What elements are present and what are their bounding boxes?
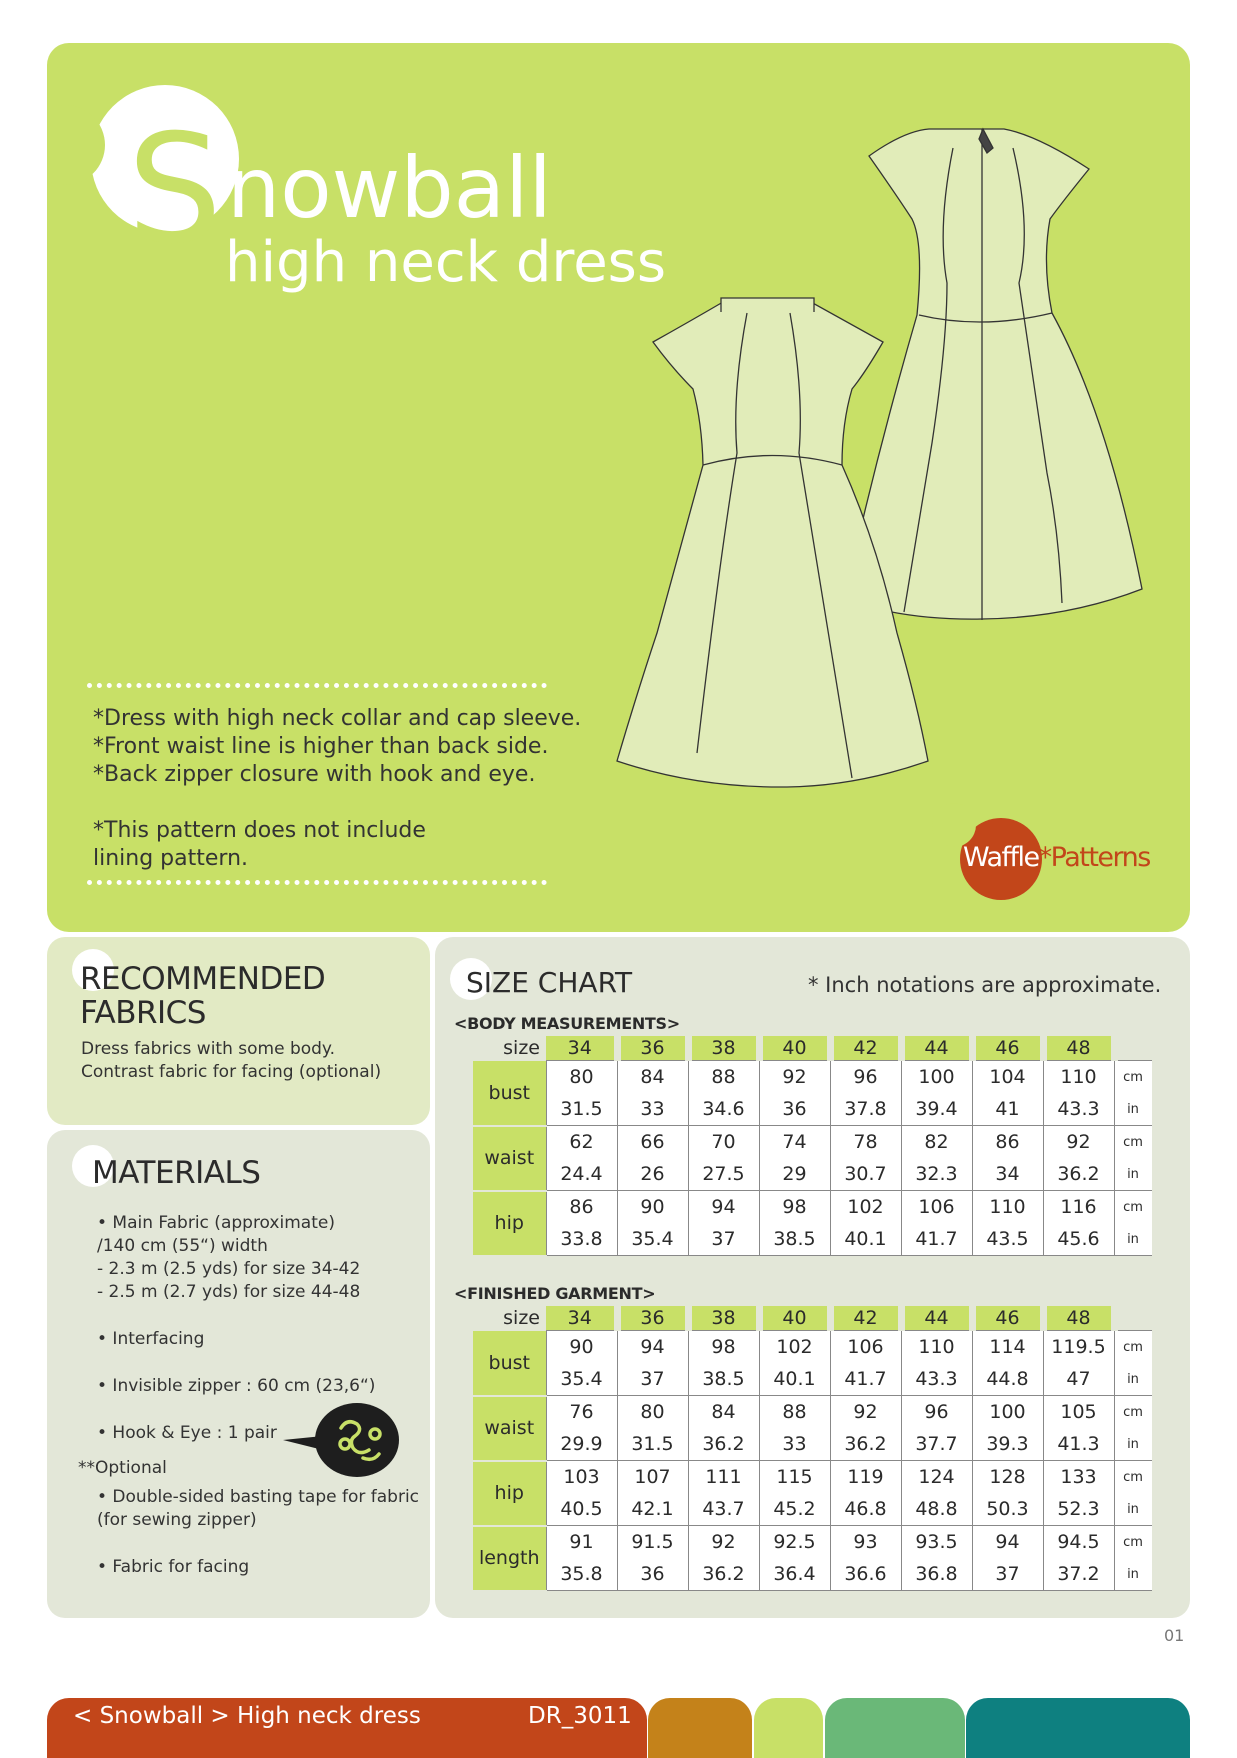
logo-patterns: *Patterns [1038, 842, 1150, 873]
blank-cell [1114, 1306, 1152, 1331]
inch-value-cell: 37.8 [830, 1093, 901, 1126]
cm-value-cell: 98 [688, 1331, 759, 1364]
footer-bar-green [825, 1698, 965, 1758]
inch-value-cell: 40.5 [546, 1493, 617, 1526]
unit-cm: cm [1114, 1061, 1152, 1094]
fabrics-heading-line: FABRICS [80, 995, 206, 1031]
inch-value-cell: 37.2 [1043, 1558, 1114, 1591]
cm-value-cell: 107 [617, 1461, 688, 1494]
cm-value-cell: 94 [617, 1331, 688, 1364]
cm-value-cell: 94.5 [1043, 1526, 1114, 1559]
materials-line: /140 cm (55“) width [97, 1236, 268, 1256]
measurement-label: hip [473, 1461, 546, 1526]
inch-value-cell: 32.3 [901, 1158, 972, 1191]
size-header-cell: 44 [901, 1036, 972, 1061]
description-line: *Dress with high neck collar and cap sleeve. [93, 706, 582, 731]
fabrics-line: Contrast fabric for facing (optional) [81, 1062, 382, 1082]
table-row-cm [473, 1191, 1152, 1224]
size-chart-note: * Inch notations are approximate. [808, 973, 1162, 997]
cm-value-cell: 86 [972, 1126, 1043, 1159]
cm-value-cell: 111 [688, 1461, 759, 1494]
measurement-label: bust [473, 1331, 546, 1396]
inch-value-cell: 31.5 [546, 1093, 617, 1126]
description-line: *Back zipper closure with hook and eye. [93, 762, 536, 787]
unit-cm: cm [1114, 1126, 1152, 1159]
size-header-cell: 46 [972, 1306, 1043, 1331]
inch-value-cell: 31.5 [617, 1428, 688, 1461]
table-row-in [473, 1493, 1152, 1526]
cm-value-cell: 100 [972, 1396, 1043, 1429]
unit-in: in [1114, 1558, 1152, 1591]
table-row-in [473, 1158, 1152, 1191]
back-dress-drawing [847, 129, 1142, 620]
cm-value-cell: 91.5 [617, 1526, 688, 1559]
unit-in: in [1114, 1093, 1152, 1126]
cm-value-cell: 84 [688, 1396, 759, 1429]
size-header-row [473, 1306, 1152, 1331]
cm-value-cell: 90 [617, 1191, 688, 1224]
cm-value-cell: 92.5 [759, 1526, 830, 1559]
cm-value-cell: 110 [972, 1191, 1043, 1224]
measurement-label: hip [473, 1191, 546, 1256]
body-measurements-title: <BODY MEASUREMENTS> [454, 1014, 680, 1033]
inch-value-cell: 41 [972, 1093, 1043, 1126]
cm-value-cell: 96 [901, 1396, 972, 1429]
cm-value-cell: 98 [759, 1191, 830, 1224]
description-note-line: lining pattern. [93, 846, 249, 871]
page-number: 01 [1164, 1626, 1185, 1645]
cm-value-cell: 88 [759, 1396, 830, 1429]
cm-value-cell: 116 [1043, 1191, 1114, 1224]
cm-value-cell: 80 [546, 1061, 617, 1094]
cm-value-cell: 106 [901, 1191, 972, 1224]
cm-value-cell: 96 [830, 1061, 901, 1094]
cm-value-cell: 78 [830, 1126, 901, 1159]
cm-value-cell: 74 [759, 1126, 830, 1159]
measurement-label: waist [473, 1396, 546, 1461]
table-row-cm [473, 1396, 1152, 1429]
inch-value-cell: 43.3 [1043, 1093, 1114, 1126]
cm-value-cell: 92 [830, 1396, 901, 1429]
size-header-cell: 42 [830, 1036, 901, 1061]
inch-value-cell: 41.7 [830, 1363, 901, 1396]
measurement-label: length [473, 1526, 546, 1591]
logo-waffle: Waffle [963, 842, 1039, 873]
cm-value-cell: 84 [617, 1061, 688, 1094]
materials-line: • Interfacing [97, 1329, 205, 1349]
size-header-cell: 48 [1043, 1036, 1114, 1061]
inch-value-cell: 46.8 [830, 1493, 901, 1526]
inch-value-cell: 24.4 [546, 1158, 617, 1191]
cm-value-cell: 104 [972, 1061, 1043, 1094]
fabrics-line: Dress fabrics with some body. [81, 1039, 335, 1059]
inch-value-cell: 38.5 [688, 1363, 759, 1396]
table-row-in [473, 1558, 1152, 1591]
inch-value-cell: 37 [688, 1223, 759, 1256]
table-row-cm [473, 1331, 1152, 1364]
body-measurements-table [473, 1036, 1152, 1257]
footer-title: < Snowball > High neck dress [73, 1703, 421, 1729]
footer-bar-ochre [648, 1698, 752, 1758]
measurement-label: bust [473, 1061, 546, 1126]
size-header-cell: 34 [546, 1306, 617, 1331]
inch-value-cell: 36 [617, 1558, 688, 1591]
table-row-cm [473, 1126, 1152, 1159]
cm-value-cell: 66 [617, 1126, 688, 1159]
unit-cm: cm [1114, 1331, 1152, 1364]
cm-value-cell: 92 [1043, 1126, 1114, 1159]
size-header-cell: 44 [901, 1306, 972, 1331]
dotted-divider-top [87, 683, 547, 688]
inch-value-cell: 47 [1043, 1363, 1114, 1396]
cm-value-cell: 106 [830, 1331, 901, 1364]
cm-value-cell: 88 [688, 1061, 759, 1094]
table-row-in [473, 1093, 1152, 1126]
cm-value-cell: 128 [972, 1461, 1043, 1494]
unit-in: in [1114, 1223, 1152, 1256]
unit-cm: cm [1114, 1461, 1152, 1494]
fabrics-text [81, 1038, 381, 1084]
footer-bar-teal [966, 1698, 1190, 1758]
unit-cm: cm [1114, 1526, 1152, 1559]
inch-value-cell: 33.8 [546, 1223, 617, 1256]
description-note-line: *This pattern does not include [93, 818, 426, 843]
cm-value-cell: 91 [546, 1526, 617, 1559]
table-row-cm [473, 1461, 1152, 1494]
materials-line: - 2.3 m (2.5 yds) for size 34-42 [97, 1259, 361, 1279]
cm-value-cell: 80 [617, 1396, 688, 1429]
size-header-cell: 40 [759, 1306, 830, 1331]
materials-line: • Invisible zipper : 60 cm (23,6“) [97, 1376, 376, 1396]
page-subtitle: high neck dress [225, 230, 666, 295]
inch-value-cell: 44.8 [972, 1363, 1043, 1396]
cm-value-cell: 94 [688, 1191, 759, 1224]
cm-value-cell: 110 [901, 1331, 972, 1364]
description-block [93, 705, 581, 873]
inch-value-cell: 36.6 [830, 1558, 901, 1591]
cm-value-cell: 115 [759, 1461, 830, 1494]
inch-value-cell: 36.2 [830, 1428, 901, 1461]
inch-value-cell: 45.6 [1043, 1223, 1114, 1256]
inch-value-cell: 36.8 [901, 1558, 972, 1591]
cm-value-cell: 133 [1043, 1461, 1114, 1494]
size-label: size [503, 1307, 540, 1330]
inch-value-cell: 37 [972, 1558, 1043, 1591]
cm-value-cell: 105 [1043, 1396, 1114, 1429]
cm-value-cell: 86 [546, 1191, 617, 1224]
unit-in: in [1114, 1158, 1152, 1191]
inch-value-cell: 37.7 [901, 1428, 972, 1461]
materials-heading: MATERIALS [92, 1155, 261, 1191]
materials-list [78, 1212, 438, 1579]
materials-line: - 2.5 m (2.7 yds) for size 44-48 [97, 1282, 361, 1302]
blank-cell [1114, 1036, 1152, 1061]
inch-value-cell: 35.4 [546, 1363, 617, 1396]
cm-value-cell: 94 [972, 1526, 1043, 1559]
table-row-cm [473, 1526, 1152, 1559]
size-label: size [503, 1037, 540, 1060]
unit-cm: cm [1114, 1191, 1152, 1224]
footer-bar-lime [754, 1698, 823, 1758]
measurement-label: waist [473, 1126, 546, 1191]
description-line: *Front waist line is higher than back side. [93, 734, 549, 759]
cm-value-cell: 93 [830, 1526, 901, 1559]
cm-value-cell: 82 [901, 1126, 972, 1159]
inch-value-cell: 34 [972, 1158, 1043, 1191]
inch-value-cell: 27.5 [688, 1158, 759, 1191]
inch-value-cell: 29.9 [546, 1428, 617, 1461]
table-row-in [473, 1363, 1152, 1396]
cm-value-cell: 92 [688, 1526, 759, 1559]
cm-value-cell: 119.5 [1043, 1331, 1114, 1364]
inch-value-cell: 35.4 [617, 1223, 688, 1256]
inch-value-cell: 26 [617, 1158, 688, 1191]
materials-line: • Fabric for facing [97, 1557, 250, 1577]
inch-value-cell: 37 [617, 1363, 688, 1396]
inch-value-cell: 40.1 [759, 1363, 830, 1396]
cm-value-cell: 110 [1043, 1061, 1114, 1094]
inch-value-cell: 39.4 [901, 1093, 972, 1126]
title-initial: S [127, 103, 221, 277]
cm-value-cell: 100 [901, 1061, 972, 1094]
size-chart-heading: SIZE CHART [466, 966, 633, 999]
footer-code: DR_3011 [528, 1703, 632, 1729]
inch-value-cell: 45.2 [759, 1493, 830, 1526]
fabrics-heading [80, 962, 325, 1030]
size-header-cell: 38 [688, 1306, 759, 1331]
unit-in: in [1114, 1363, 1152, 1396]
inch-value-cell: 36.2 [1043, 1158, 1114, 1191]
inch-value-cell: 29 [759, 1158, 830, 1191]
inch-value-cell: 39.3 [972, 1428, 1043, 1461]
table-row-in [473, 1428, 1152, 1461]
cm-value-cell: 62 [546, 1126, 617, 1159]
unit-in: in [1114, 1428, 1152, 1461]
materials-line: • Hook & Eye : 1 pair [97, 1423, 277, 1443]
cm-value-cell: 103 [546, 1461, 617, 1494]
inch-value-cell: 33 [617, 1093, 688, 1126]
materials-optional-label: **Optional [78, 1458, 167, 1478]
materials-line: • Main Fabric (approximate) [97, 1213, 335, 1233]
inch-value-cell: 36.2 [688, 1558, 759, 1591]
page-title: nowball [227, 139, 552, 237]
cm-value-cell: 124 [901, 1461, 972, 1494]
hero-panel [47, 43, 1190, 932]
table-row-in [473, 1223, 1152, 1256]
inch-value-cell: 43.3 [901, 1363, 972, 1396]
inch-value-cell: 30.7 [830, 1158, 901, 1191]
cm-value-cell: 70 [688, 1126, 759, 1159]
inch-value-cell: 50.3 [972, 1493, 1043, 1526]
cm-value-cell: 90 [546, 1331, 617, 1364]
inch-value-cell: 48.8 [901, 1493, 972, 1526]
cm-value-cell: 93.5 [901, 1526, 972, 1559]
inch-value-cell: 36.4 [759, 1558, 830, 1591]
size-header-cell: 34 [546, 1036, 617, 1061]
size-header-cell: 48 [1043, 1306, 1114, 1331]
inch-value-cell: 43.5 [972, 1223, 1043, 1256]
finished-garment-table [473, 1306, 1152, 1592]
cm-value-cell: 119 [830, 1461, 901, 1494]
dotted-divider-bottom [87, 880, 547, 885]
materials-line: (for sewing zipper) [97, 1510, 257, 1530]
inch-value-cell: 52.3 [1043, 1493, 1114, 1526]
table-row-cm [473, 1061, 1152, 1094]
inch-value-cell: 36.2 [688, 1428, 759, 1461]
logo-circle-bite [932, 803, 976, 847]
inch-value-cell: 38.5 [759, 1223, 830, 1256]
size-header-cell: 36 [617, 1036, 688, 1061]
size-header-cell: 36 [617, 1306, 688, 1331]
inch-value-cell: 34.6 [688, 1093, 759, 1126]
size-header-cell: 46 [972, 1036, 1043, 1061]
inch-value-cell: 40.1 [830, 1223, 901, 1256]
waffle-patterns-logo [963, 842, 1150, 874]
size-header-row [473, 1036, 1152, 1061]
inch-value-cell: 41.7 [901, 1223, 972, 1256]
size-header-cell: 40 [759, 1036, 830, 1061]
inch-value-cell: 33 [759, 1428, 830, 1461]
inch-value-cell: 42.1 [617, 1493, 688, 1526]
size-header-cell: 38 [688, 1036, 759, 1061]
materials-line: • Double-sided basting tape for fabric [97, 1487, 420, 1507]
fabrics-heading-line: RECOMMENDED [80, 961, 326, 997]
cm-value-cell: 114 [972, 1331, 1043, 1364]
hook-eye-icon [283, 1400, 403, 1480]
unit-in: in [1114, 1493, 1152, 1526]
inch-value-cell: 36 [759, 1093, 830, 1126]
cm-value-cell: 102 [830, 1191, 901, 1224]
finished-garment-title: <FINISHED GARMENT> [454, 1284, 656, 1303]
inch-value-cell: 35.8 [546, 1558, 617, 1591]
inch-value-cell: 43.7 [688, 1493, 759, 1526]
cm-value-cell: 76 [546, 1396, 617, 1429]
cm-value-cell: 102 [759, 1331, 830, 1364]
size-header-cell: 42 [830, 1306, 901, 1331]
cm-value-cell: 92 [759, 1061, 830, 1094]
unit-cm: cm [1114, 1396, 1152, 1429]
inch-value-cell: 41.3 [1043, 1428, 1114, 1461]
